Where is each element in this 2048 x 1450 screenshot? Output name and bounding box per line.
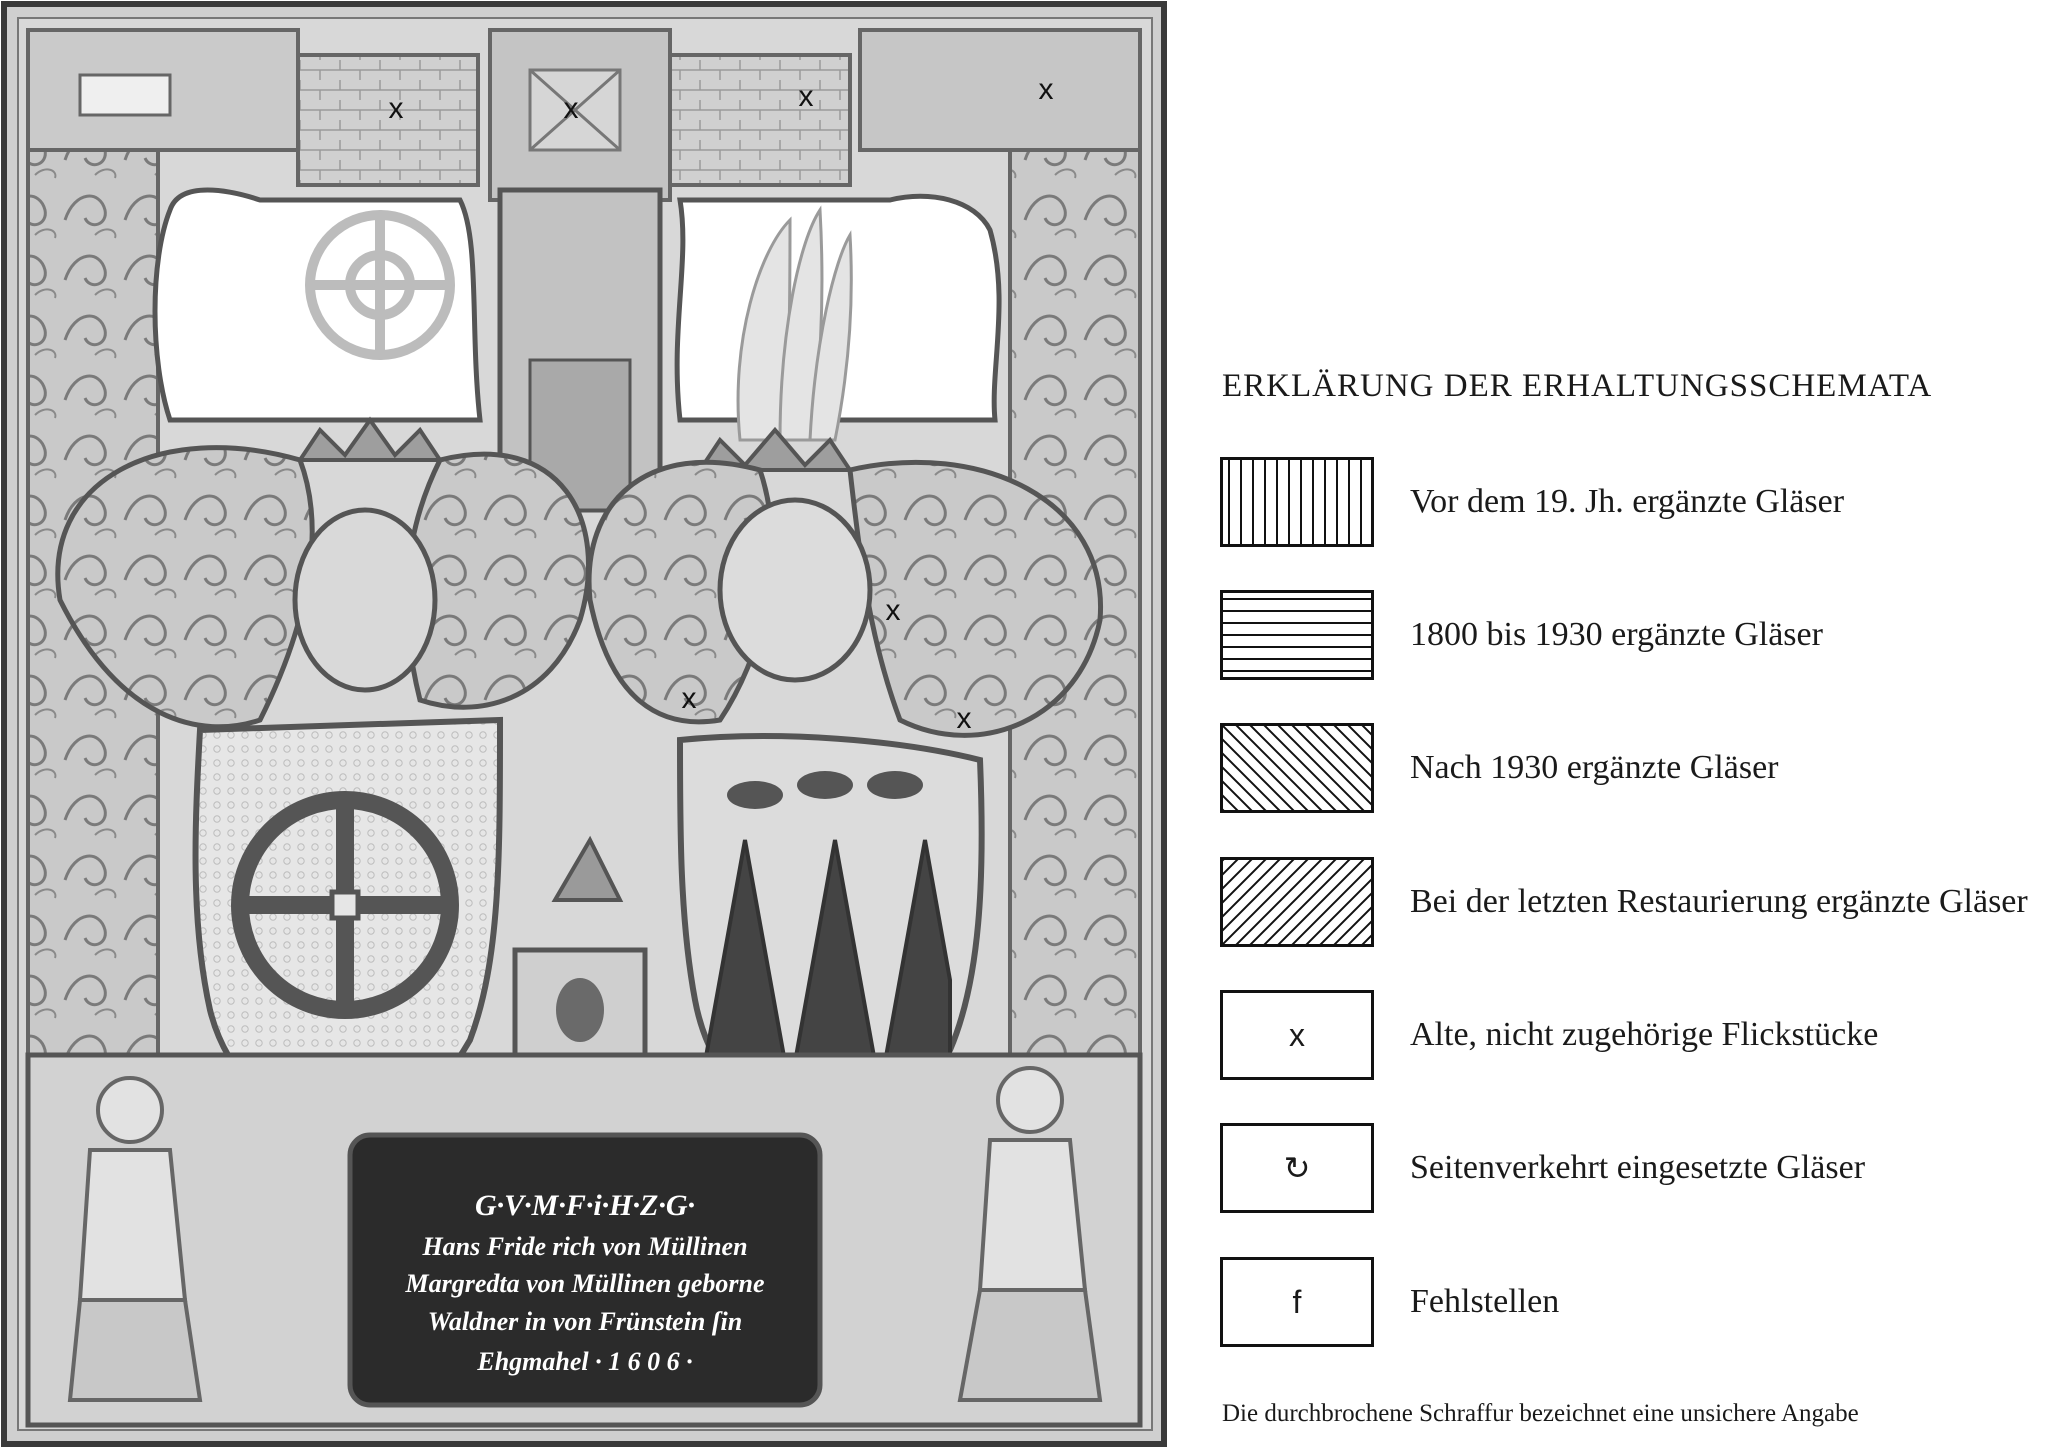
patch-mark: x [681,682,697,715]
legend-label: Alte, nicht zugehörige Flickstücke [1410,1016,1879,1053]
f-symbol-icon: f [1292,1283,1302,1320]
inscription-line: Ehgmahel · 1 6 0 6 · [477,1347,693,1376]
legend-title: ERKLÄRUNG DER ERHALTUNGSSCHEMATA [1222,368,1933,404]
patch-mark: x [798,80,814,113]
patch-mark: x [1038,73,1054,106]
pattern-slash-hatch-swatch [1220,857,1374,947]
pattern-horizontal-lines-swatch [1220,590,1374,680]
legend-item [1220,990,2040,1090]
pattern-vertical-lines-swatch [1220,457,1374,547]
legend-item [1220,457,2040,557]
legend-item [1220,590,2040,690]
legend-label: 1800 bis 1930 ergänzte Gläser [1410,616,1823,653]
legend-label: Nach 1930 ergänzte Gläser [1410,749,1779,786]
inscription-line: Waldner in von Frünstein ſin [427,1307,743,1336]
legend-label: Seitenverkehrt eingesetzte Gläser [1410,1149,1866,1186]
missing-symbol-swatch [1220,1257,1374,1347]
patch-symbol-swatch [1220,990,1374,1080]
reversed-symbol-swatch [1220,1123,1374,1213]
x-symbol-icon: x [1289,1016,1305,1053]
legend-label: Fehlstellen [1410,1283,1560,1320]
inscription-line: Margredta von Müllinen geborne [405,1269,765,1298]
legend-item [1220,857,2040,957]
legend-item [1220,723,2040,823]
legend-label: Bei der letzten Restaurierung ergänzte Gläser [1410,883,2028,920]
legend-label: Vor dem 19. Jh. ergänzte Gläser [1410,483,1845,520]
legend-item [1220,1257,2040,1357]
inscription-cartouche [350,1135,820,1405]
legend-item [1220,1123,2040,1223]
patch-mark: x [388,92,404,125]
patch-mark: x [563,92,579,125]
legend-footnote: Die durchbrochene Schraffur bezeichnet eine unsichere Angabe [1222,1400,1859,1427]
inscription-line: Hans Fride rich von Müllinen [422,1232,748,1261]
pattern-backslash-hatch-swatch [1220,723,1374,813]
patch-mark: x [885,594,901,627]
left-crest-wheel [310,215,450,355]
patch-mark: x [956,702,972,735]
rotate-arrow-icon: ↻ [1283,1150,1311,1186]
inscription-line: G·V·M·F·i·H·Z·G· [474,1189,696,1222]
